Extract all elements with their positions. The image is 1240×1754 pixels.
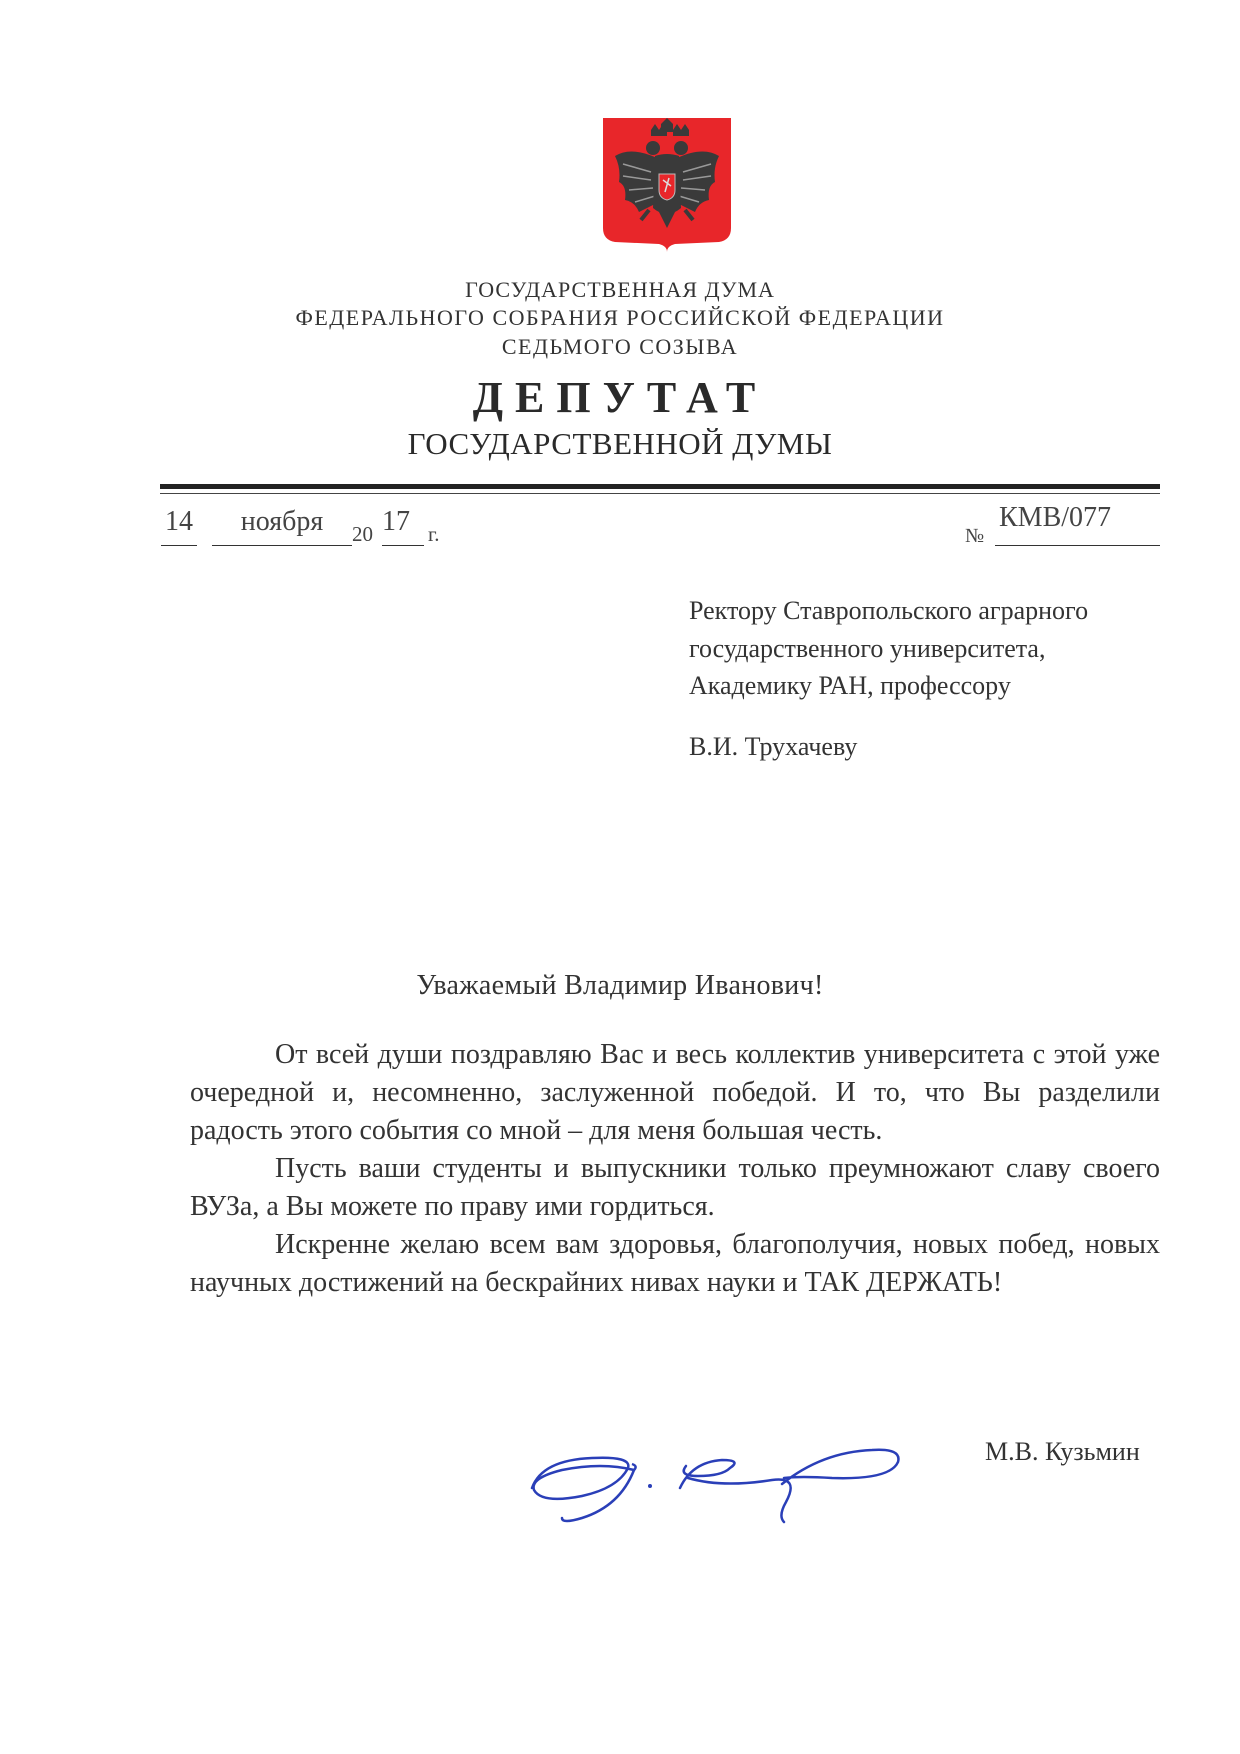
- signer-name: М.В. Кузьмин: [985, 1437, 1140, 1466]
- addressee-line-2: государственного университета,: [689, 634, 1046, 663]
- date-month: ноября: [212, 506, 352, 546]
- letter-greeting: Уважаемый Владимир Иванович!: [416, 970, 824, 1001]
- letter-body: [190, 1036, 1160, 1302]
- org-line-3: СЕДЬМОГО СОЗЫВА: [501, 334, 739, 359]
- date-day: 14: [161, 506, 197, 546]
- addressee-line-3: Академику РАН, профессору: [689, 671, 1011, 700]
- letterhead-title: ДЕПУТАТ: [472, 373, 768, 422]
- header-rule-thin: [160, 493, 1160, 494]
- date-suffix: г.: [428, 522, 440, 546]
- addressee-line-1: Ректору Ставропольского аграрного: [689, 596, 1089, 625]
- letter-paragraph-1: От всей души поздравляю Вас и весь коллектив университета с этой уже очередной и, несомненно, заслуженной победой. И то, что Вы разделили радость этого события со мной – для меня большая честь.: [190, 1039, 1160, 1146]
- handwritten-signature: [522, 1418, 912, 1528]
- addressee-name: В.И. Трухачеву: [689, 732, 858, 761]
- coat-of-arms-emblem: [601, 116, 733, 252]
- header-rule-thick: [160, 484, 1160, 489]
- letter-paragraph-2: Пусть ваши студенты и выпускники только преумножают славу своего ВУЗа, а Вы можете по праву ими гордиться.: [190, 1153, 1160, 1222]
- letterhead-subtitle: ГОСУДАРСТВЕННОЙ ДУМЫ: [407, 426, 833, 461]
- org-line-1: ГОСУДАРСТВЕННАЯ ДУМА: [465, 277, 775, 302]
- reference-number: КМВ/077: [995, 502, 1160, 546]
- org-line-2: ФЕДЕРАЛЬНОГО СОБРАНИЯ РОССИЙСКОЙ ФЕДЕРАЦИИ: [295, 305, 945, 330]
- date-century: 20: [352, 522, 373, 546]
- reference-number-sign: №: [965, 525, 985, 547]
- date-year: 17: [382, 506, 424, 546]
- letter-paragraph-3: Искренне желаю всем вам здоровья, благополучия, новых побед, новых научных достижений на бескрайних нивах науки и ТАК ДЕРЖАТЬ!: [190, 1229, 1160, 1298]
